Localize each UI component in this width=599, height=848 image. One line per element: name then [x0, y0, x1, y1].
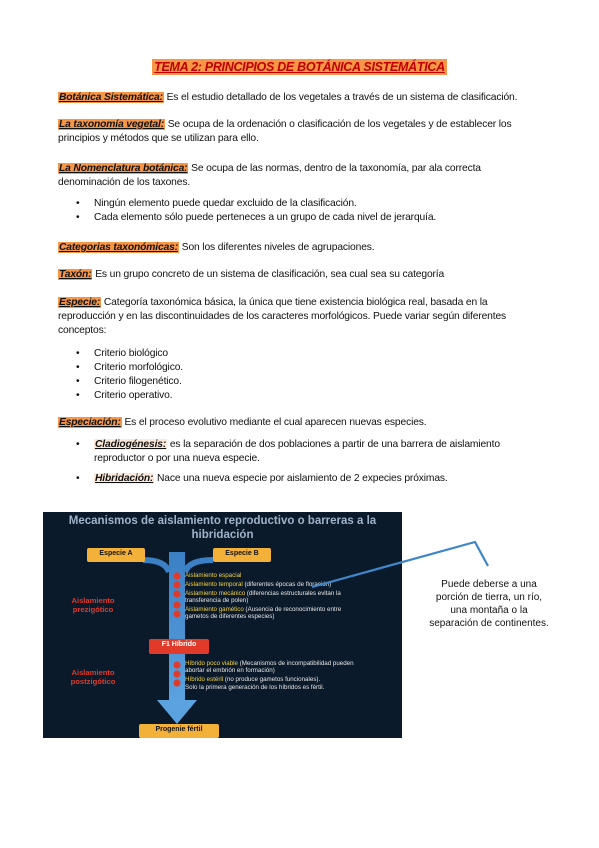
callout-note: Puede deberse a una porción de tierra, un río, una montaña o la separación de continentes.: [429, 579, 549, 629]
term-taxonomia: La taxonomía vegetal:: [59, 119, 164, 130]
pre-item: Aislamiento mecánico (diferencias estructurales evitan la transferencia de polen): [185, 590, 341, 605]
section-nomenclatura: La Nomenclatura botánica: Se ocupa de las normas, dentro de la taxonomía, par ala correcta denominación de los taxones.: [58, 163, 481, 188]
post-item: Solo la primera generación de los híbridos es fértil.: [185, 684, 325, 691]
term-nomenclatura: La Nomenclatura botánica:: [59, 163, 188, 174]
term-especie: Especie:: [59, 297, 101, 308]
list-item: • Criterio morfológico.: [76, 361, 526, 375]
post-item: Híbrido estéril (no produce gametos funcionales).: [185, 676, 321, 683]
section-especie: Especie: Categoría taxonómica básica, la única que tiene existencia biológica real, basada en la reproducción y en las discontinuidades de los caracteres morfológicos. Puede variar según diferentes conceptos:: [58, 297, 507, 336]
f1-label: F1 Híbrido: [161, 641, 197, 648]
post-item: Híbrido poco viable (Mecanismos de incompatibilidad pueden abortar el embrión en formación): [185, 660, 354, 675]
pre-item: Aislamiento espacial: [185, 572, 242, 579]
section-especiacion: Especiación: Es el proceso evolutivo mediante el cual aparecen nuevas especies.: [59, 417, 427, 428]
list-item: • Cada elemento sólo puede perteneces a un grupo de cada nivel de jerarquía.: [76, 211, 526, 225]
especie-a-label: Especie A: [99, 550, 133, 557]
list-item: • Criterio biológico: [76, 347, 526, 361]
list-item: • Criterio filogenético.: [76, 375, 526, 389]
postzigotico-label: Aislamiento postzigótico: [70, 668, 116, 686]
prezigotico-label: Aislamiento prezigótico: [71, 596, 115, 614]
term-taxon: Taxón:: [59, 269, 92, 280]
section-categorias: Categorias taxonómicas: Son los diferentes niveles de agrupaciones.: [59, 242, 375, 253]
term-cladiogenesis: Cladiogénesis:: [95, 439, 167, 450]
list-item: • Ningún elemento puede quedar excluido de la clasificación.: [76, 197, 526, 211]
list-item: • Hibridación: Nace una nueva especie por aislamiento de 2 expecies próximas.: [76, 472, 526, 486]
pre-item: Aislamiento gamético (Ausencia de reconocimiento entre gametos de diferentes especies): [185, 606, 342, 621]
term-especiacion: Especiación:: [59, 417, 121, 428]
section-taxonomia: La taxonomía vegetal: Se ocupa de la ordenación o clasificación de los vegetales y de establecer los principios y métodos que se utilizan para ello.: [58, 119, 512, 144]
term-hibridacion: Hibridación:: [95, 473, 154, 484]
section-taxon: Taxón: Es un grupo concreto de un sistema de clasificación, sea cual sea su categoría: [59, 269, 445, 280]
especie-b-label: Especie B: [225, 550, 259, 557]
list-item: • Cladiogénesis: es la separación de dos poblaciones a partir de una barrera de aislamiento reproductor o por una nueva especie.: [76, 438, 526, 466]
page-title: TEMA 2: PRINCIPIOS DE BOTÁNICA SISTEMÁTICA: [154, 60, 445, 74]
pre-item: Aislamiento temporal (diferentes épocas de floración): [185, 581, 332, 588]
term-categorias: Categorias taxonómicas:: [59, 242, 179, 253]
term-botanica: Botánica Sistemática:: [59, 92, 163, 103]
progenie-label: Progenie fértil: [155, 726, 203, 733]
list-item: • Criterio operativo.: [76, 389, 526, 403]
section-botanica: Botánica Sistemática: Es el estudio detallado de los vegetales a través de un sistema de clasificación.: [59, 92, 518, 103]
diagram-title: Mecanismos de aislamiento reproductivo o barreras a la hibridación: [68, 515, 377, 541]
